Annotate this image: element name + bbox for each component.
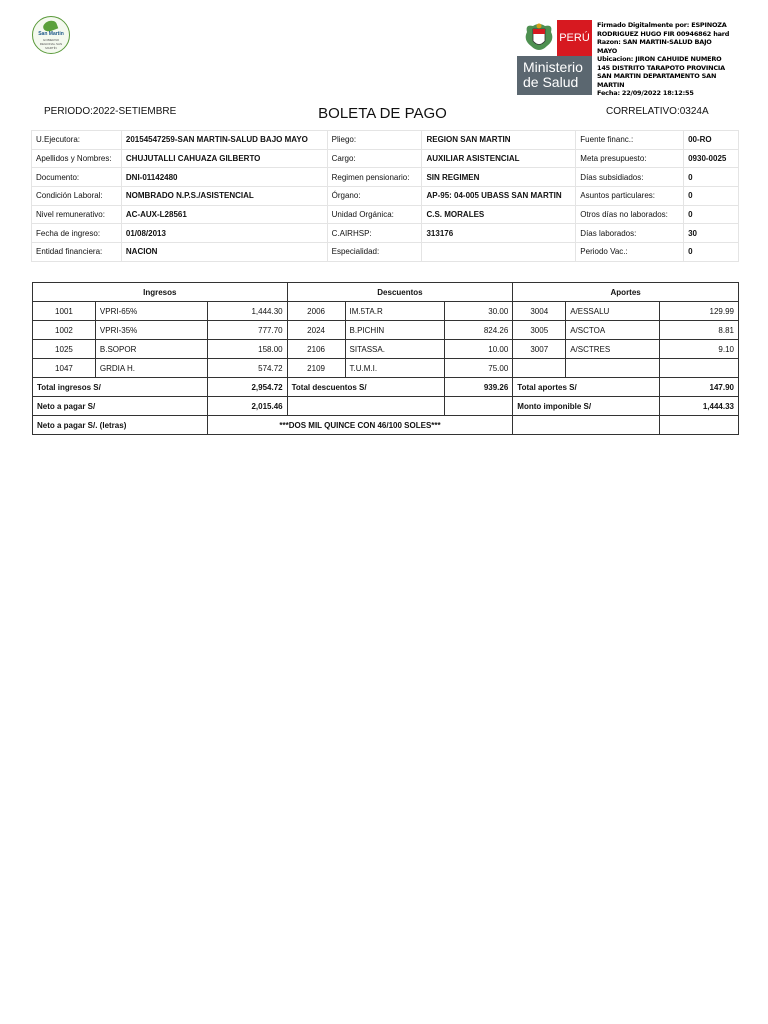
info-value: 0930-0025 xyxy=(684,149,739,168)
info-label: Nivel remunerativo: xyxy=(32,205,122,224)
table-row xyxy=(33,340,739,359)
ing-concept: B.SOPOR xyxy=(95,340,207,359)
total-descuentos-label: Total descuentos S/ xyxy=(287,378,445,397)
ing-concept: VPRI-35% xyxy=(95,321,207,340)
signature-line: Firmado Digitalmente por: ESPINOZA xyxy=(597,21,727,29)
total-aportes-label: Total aportes S/ xyxy=(513,378,660,397)
info-label: Unidad Orgánica: xyxy=(327,205,422,224)
san-martin-logo xyxy=(32,16,70,54)
signature-line: RODRIGUEZ HUGO FIR 00946862 hard xyxy=(597,29,730,38)
des-concept: T.U.M.I. xyxy=(345,359,445,378)
peru-coat-of-arms-icon xyxy=(521,20,557,56)
info-value xyxy=(422,243,576,262)
des-amount: 30.00 xyxy=(445,302,513,321)
apo-concept: A/ESSALU xyxy=(566,302,660,321)
total-ingresos-label: Total ingresos S/ xyxy=(33,378,208,397)
ing-amount: 777.70 xyxy=(207,321,287,340)
neto-value: 2,015.46 xyxy=(207,397,287,416)
info-value: REGION SAN MARTIN xyxy=(422,131,576,150)
info-row xyxy=(32,149,739,168)
empty-cell xyxy=(445,397,513,416)
info-row xyxy=(32,243,739,262)
des-amount: 824.26 xyxy=(445,321,513,340)
table-row xyxy=(33,302,739,321)
peru-label: PERÚ xyxy=(557,20,592,56)
correlativo-label: CORRELATIVO:0324A xyxy=(606,106,709,117)
info-label: C.AIRHSP: xyxy=(327,224,422,243)
letras-value: ***DOS MIL QUINCE CON 46/100 SOLES*** xyxy=(207,416,513,435)
info-row xyxy=(32,187,739,206)
des-concept: B.PICHIN xyxy=(345,321,445,340)
info-label: Cargo: xyxy=(327,149,422,168)
descuentos-header: Descuentos xyxy=(287,283,513,302)
empty-cell xyxy=(513,416,660,435)
signature-line: Fecha: 22/09/2022 18:12:55 xyxy=(597,89,694,97)
apo-concept: A/SCTRES xyxy=(566,340,660,359)
logo-subtitle: GOBIERNO REGIONAL SAN MARTÍN xyxy=(39,38,63,50)
des-code: 2106 xyxy=(287,340,345,359)
section-header-row xyxy=(33,283,739,302)
info-label: Pliego: xyxy=(327,131,422,150)
des-amount: 75.00 xyxy=(445,359,513,378)
ministerio-line2: de Salud xyxy=(523,74,579,90)
des-code: 2006 xyxy=(287,302,345,321)
info-value: 313176 xyxy=(422,224,576,243)
apo-code xyxy=(513,359,566,378)
apo-concept xyxy=(566,359,660,378)
imponible-value: 1,444.33 xyxy=(660,397,739,416)
info-label: U.Ejecutora: xyxy=(32,131,122,150)
apo-code: 3005 xyxy=(513,321,566,340)
info-value: SIN REGIMEN xyxy=(422,168,576,187)
total-ingresos-value: 2,954.72 xyxy=(207,378,287,397)
info-value: 0 xyxy=(684,205,739,224)
info-label: Días laborados: xyxy=(576,224,684,243)
apo-amount: 9.10 xyxy=(660,340,739,359)
des-concept: IM.5TA.R xyxy=(345,302,445,321)
ministerio-label xyxy=(517,56,592,95)
ing-concept: VPRI-65% xyxy=(95,302,207,321)
periodo-label: PERIODO:2022-SETIEMBRE xyxy=(44,106,177,117)
info-value: AC-AUX-L28561 xyxy=(121,205,327,224)
info-value: 0 xyxy=(684,168,739,187)
apo-concept: A/SCTOA xyxy=(566,321,660,340)
info-value: AP-95: 04-005 UBASS SAN MARTIN xyxy=(422,187,576,206)
info-value: NACION xyxy=(121,243,327,262)
letras-label: Neto a pagar S/. (letras) xyxy=(33,416,208,435)
apo-amount xyxy=(660,359,739,378)
info-label: Condición Laboral: xyxy=(32,187,122,206)
apo-amount: 129.99 xyxy=(660,302,739,321)
info-label: Fuente financ.: xyxy=(576,131,684,150)
info-label: Asuntos particulares: xyxy=(576,187,684,206)
imponible-label: Monto imponible S/ xyxy=(513,397,660,416)
info-label: Periodo Vac.: xyxy=(576,243,684,262)
neto-row xyxy=(33,397,739,416)
apo-code: 3004 xyxy=(513,302,566,321)
info-value: 01/08/2013 xyxy=(121,224,327,243)
info-row xyxy=(32,224,739,243)
info-value: DNI-01142480 xyxy=(121,168,327,187)
info-value: 0 xyxy=(684,187,739,206)
ing-concept: GRDIA H. xyxy=(95,359,207,378)
ing-amount: 1,444.30 xyxy=(207,302,287,321)
apo-amount: 8.81 xyxy=(660,321,739,340)
info-value: 0 xyxy=(684,243,739,262)
signature-line: Razon: SAN MARTIN-SALUD BAJO xyxy=(597,38,712,46)
ingresos-header: Ingresos xyxy=(33,283,288,302)
des-concept: SITASSA. xyxy=(345,340,445,359)
info-label: Apellidos y Nombres: xyxy=(32,149,122,168)
total-aportes-value: 147.90 xyxy=(660,378,739,397)
des-amount: 10.00 xyxy=(445,340,513,359)
signature-line: MARTIN xyxy=(597,80,625,89)
aportes-header: Aportes xyxy=(513,283,739,302)
letras-row xyxy=(33,416,739,435)
info-label: Especialidad: xyxy=(327,243,422,262)
ing-code: 1002 xyxy=(33,321,96,340)
des-code: 2109 xyxy=(287,359,345,378)
table-row xyxy=(33,359,739,378)
des-code: 2024 xyxy=(287,321,345,340)
signature-line: Ubicacion: JIRON CAHUIDE NUMERO xyxy=(597,55,722,63)
ministerio-salud-logo xyxy=(517,20,592,95)
empty-cell xyxy=(287,397,445,416)
ing-code: 1001 xyxy=(33,302,96,321)
signature-line: 145 DISTRITO TARAPOTO PROVINCIA xyxy=(597,63,725,72)
info-row xyxy=(32,131,739,150)
info-label: Regimen pensionario: xyxy=(327,168,422,187)
info-value: 30 xyxy=(684,224,739,243)
info-value: CHUJUTALLI CAHUAZA GILBERTO xyxy=(121,149,327,168)
info-value: C.S. MORALES xyxy=(422,205,576,224)
ministerio-line1: Ministerio xyxy=(523,59,583,75)
info-label: Órgano: xyxy=(327,187,422,206)
signature-line: MAYO xyxy=(597,46,618,55)
ing-amount: 574.72 xyxy=(207,359,287,378)
apo-code: 3007 xyxy=(513,340,566,359)
totals-row xyxy=(33,378,739,397)
info-label: Otros días no laborados: xyxy=(576,205,684,224)
info-value: NOMBRADO N.P.S./ASISTENCIAL xyxy=(121,187,327,206)
ing-code: 1047 xyxy=(33,359,96,378)
info-label: Documento: xyxy=(32,168,122,187)
document-title: BOLETA DE PAGO xyxy=(318,105,447,122)
ing-code: 1025 xyxy=(33,340,96,359)
info-value: AUXILIAR ASISTENCIAL xyxy=(422,149,576,168)
info-row xyxy=(32,205,739,224)
ing-amount: 158.00 xyxy=(207,340,287,359)
employee-info-table xyxy=(31,130,739,262)
info-value: 20154547259-SAN MARTIN-SALUD BAJO MAYO xyxy=(121,131,327,150)
info-label: Entidad financiera: xyxy=(32,243,122,262)
logo-name: San Martin xyxy=(38,31,64,37)
digital-signature xyxy=(597,21,747,98)
total-descuentos-value: 939.26 xyxy=(445,378,513,397)
table-row xyxy=(33,321,739,340)
info-label: Fecha de ingreso: xyxy=(32,224,122,243)
signature-line: SAN MARTIN DEPARTAMENTO SAN xyxy=(597,72,717,80)
neto-label: Neto a pagar S/ xyxy=(33,397,208,416)
info-value: 00-RO xyxy=(684,131,739,150)
payroll-detail-table xyxy=(32,282,739,435)
info-label: Días subsidiados: xyxy=(576,168,684,187)
info-row xyxy=(32,168,739,187)
empty-cell xyxy=(660,416,739,435)
info-label: Meta presupuesto: xyxy=(576,149,684,168)
